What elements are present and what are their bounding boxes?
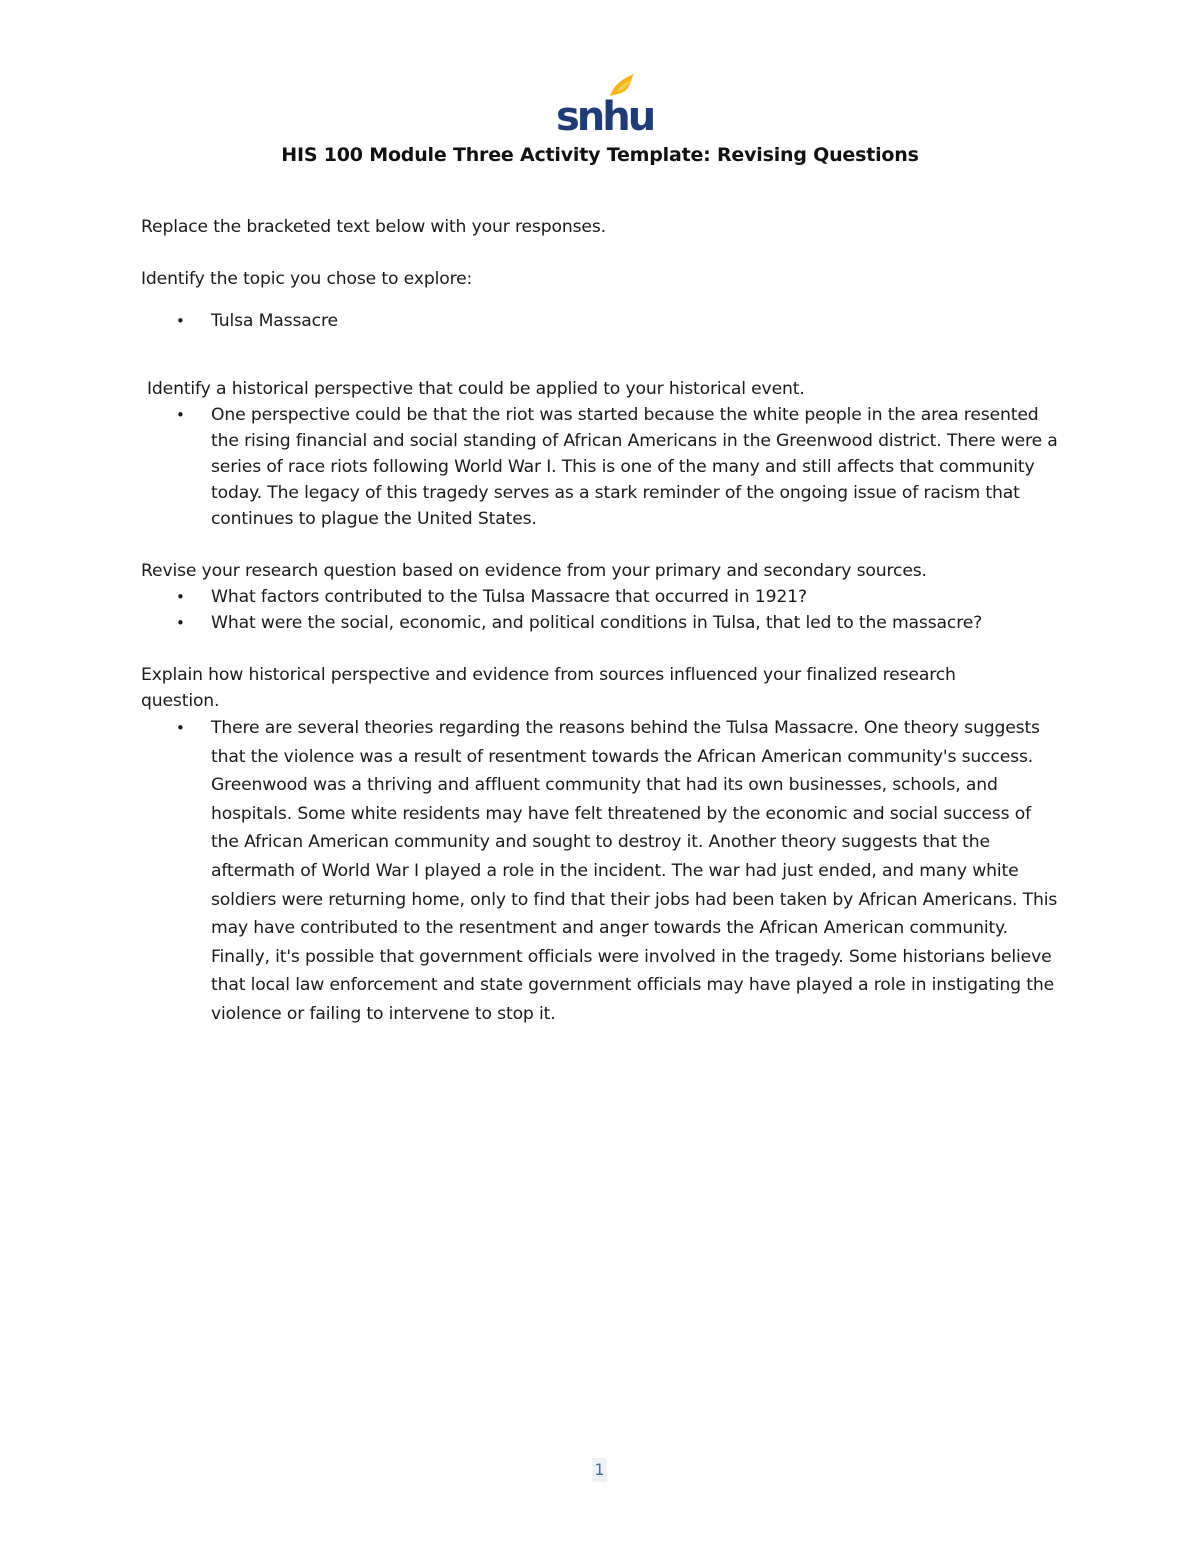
svg-text:snhu: snhu [556, 94, 654, 140]
list-item [141, 714, 1061, 1029]
bullet-icon: • [176, 312, 185, 330]
page-number: 1 [592, 1458, 607, 1482]
list-item [141, 402, 1061, 532]
bullet-icon: • [176, 614, 185, 632]
revise-prompt: Revise your research question based on evidence from your primary and secondary sources. [141, 561, 927, 581]
bullet-icon: • [176, 719, 185, 737]
revise-item-text: What were the social, economic, and political conditions in Tulsa, that led to the massacre? [211, 613, 983, 633]
instructions-text: Replace the bracketed text below with your responses. [141, 217, 606, 237]
document-body [141, 214, 1061, 1029]
revise-item-text: What factors contributed to the Tulsa Massacre that occurred in 1921? [211, 587, 807, 607]
perspective-list [141, 402, 1061, 532]
explain-prompt: Explain how historical perspective and evidence from sources influenced your finalized research question. [141, 665, 956, 711]
flame-icon [610, 74, 634, 96]
explain-list [141, 714, 1061, 1029]
topic-list [141, 308, 1061, 334]
explain-item-text: There are several theories regarding the reasons behind the Tulsa Massacre. One theory suggests that the violence was a result of resentment towards the African American community's success. Greenwood was a thriving and affluent community that had its own businesses, schools, and hospitals. Some white residents may have felt threatened by the economic and social success of the African American community and sought to destroy it. Another theory suggests that the aftermath of World War I played a role in the incident. The war had just ended, and many white soldiers were returning home, only to find that their jobs had been taken by African Americans. This may have contributed to the resentment and anger towards the African American community. Finally, it's possible that government officials were involved in the tragedy. Some historians believe that local law enforcement and state government officials may have played a role in instigating the violence or failing to intervene to stop it. [211, 718, 1058, 1024]
revise-list [141, 584, 1061, 636]
list-item [141, 584, 1061, 610]
list-item [141, 308, 1061, 334]
list-item [141, 610, 1061, 636]
page-title: HIS 100 Module Three Activity Template: Revising Questions [281, 144, 919, 166]
topic-item-text: Tulsa Massacre [211, 311, 338, 331]
bullet-icon: • [176, 406, 185, 424]
topic-prompt: Identify the topic you chose to explore: [141, 269, 473, 289]
perspective-prompt: Identify a historical perspective that could be applied to your historical event. [147, 379, 805, 399]
perspective-item-text: One perspective could be that the riot was started because the white people in the area resented the rising financial and social standing of African Americans in the Greenwood district. There were a series of race riots following World War I. This is one of the many and still affects that community today. The legacy of this tragedy serves as a stark reminder of the ongoing issue of racism that continues to plague the United States. [211, 405, 1058, 529]
bullet-icon: • [176, 588, 185, 606]
snhu-logo [554, 72, 654, 140]
